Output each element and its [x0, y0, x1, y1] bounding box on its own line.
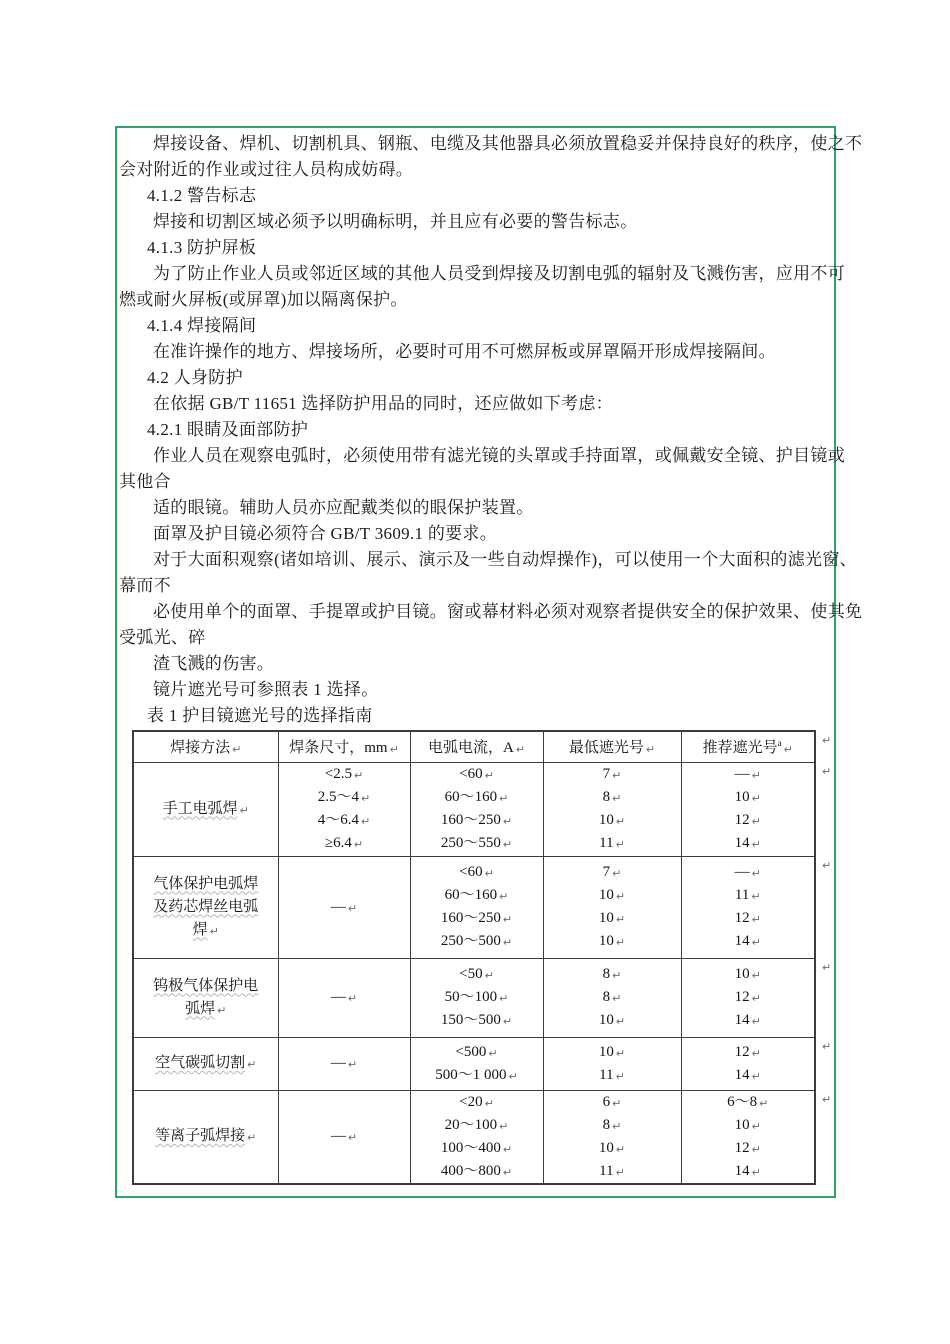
cell-text: 等离子弧焊接: [155, 1128, 246, 1144]
return-mark-icon: ↵: [499, 1119, 509, 1133]
cell-text: 7: [602, 864, 611, 880]
table-cell[interactable]: [681, 856, 815, 958]
cell-text: 50～100: [444, 989, 498, 1005]
column-header[interactable]: [133, 731, 278, 762]
cell-text: <2.5: [324, 766, 352, 782]
table-cell[interactable]: [133, 1037, 278, 1090]
header-text: 推荐遮光号: [702, 740, 778, 757]
cell-text: 14: [734, 835, 750, 851]
table-cell[interactable]: [543, 958, 681, 1037]
return-mark-icon: ↵: [612, 792, 622, 805]
header-text: 焊接方法: [170, 740, 231, 757]
return-mark-icon: ↵: [751, 1165, 761, 1179]
table-cell[interactable]: [133, 958, 278, 1037]
cell-text: 焊: [192, 921, 208, 938]
text-line[interactable]: 面罩及护目镜必须符合 GB/T 3609.1 的要求。: [153, 524, 498, 543]
cell-text: 12: [734, 1139, 750, 1156]
table-cell[interactable]: [133, 1090, 278, 1184]
cell-text: 气体保护电弧焊: [153, 875, 259, 892]
text-line[interactable]: 4.2 人身防护: [147, 368, 243, 387]
return-mark-icon: ↵: [615, 890, 626, 903]
return-mark-icon: ↵: [751, 890, 761, 903]
cell-text: 250～500: [440, 933, 501, 949]
cell-text: 160～250: [440, 812, 501, 828]
cell-text: 6～8: [727, 1093, 758, 1110]
return-mark-icon: ↵: [751, 815, 761, 828]
cell-text: 空气碳弧切割: [155, 1055, 246, 1071]
text-line[interactable]: 必使用单个的面罩、手提罩或护目镜。窗或幕材料必须对观察者提供安全的保护效果、使其免: [153, 602, 863, 621]
text-line[interactable]: 在准许操作的地方、焊接场所，必要时可用不可燃屏板或屏罩隔开形成焊接隔间。: [153, 342, 776, 361]
table-cell[interactable]: [278, 762, 410, 856]
table-cell[interactable]: [681, 1090, 815, 1184]
text-line[interactable]: 4.1.3 防护屏板: [147, 238, 257, 257]
cell-text: 11: [599, 835, 614, 851]
return-mark-icon: ↵: [484, 769, 494, 782]
text-line[interactable]: 作业人员在观察电弧时，必须使用带有滤光镜的头罩或手持面罩，或佩戴安全镜、护目镜或: [153, 446, 845, 465]
cell-text: 10: [598, 887, 614, 903]
return-mark-icon: ↵: [515, 743, 526, 757]
cell-text: 11: [734, 887, 750, 903]
text-line[interactable]: 表 1 护目镜遮光号的选择指南: [147, 706, 373, 725]
text-line[interactable]: 4.2.1 眼睛及面部防护: [147, 420, 309, 439]
return-mark-icon: ↵: [612, 969, 622, 982]
return-mark-icon: ↵: [751, 1015, 761, 1028]
return-mark-icon: ↵: [759, 1096, 769, 1110]
cell-text: 手工电弧焊: [162, 800, 238, 817]
text-line[interactable]: 镜片遮光号可参照表 1 选择。: [153, 680, 379, 699]
return-mark-icon: ↵: [502, 1142, 513, 1156]
cell-text: 4～6.4: [317, 812, 360, 828]
table-cell[interactable]: [278, 856, 410, 958]
cell-text: <60: [459, 864, 483, 880]
return-mark-icon: ↵: [239, 803, 249, 817]
return-mark-icon: ↵: [751, 992, 761, 1005]
text-line[interactable]: 其他合: [119, 472, 171, 491]
header-text: 最低遮光号: [568, 740, 644, 757]
text-line[interactable]: 适的眼镜。辅助人员亦应配戴类似的眼保护装置。: [153, 498, 534, 517]
return-mark-icon: ↵: [209, 924, 219, 938]
column-header[interactable]: [543, 731, 681, 762]
cell-text: 8: [602, 789, 611, 805]
cell-text: 12: [734, 910, 750, 926]
return-mark-icon: ↵: [612, 1096, 622, 1110]
return-mark-icon: ↵: [822, 859, 832, 872]
cell-text: 11: [599, 1162, 614, 1179]
table-row: [133, 1037, 815, 1090]
return-mark-icon: ↵: [751, 792, 761, 805]
table-cell[interactable]: [410, 762, 543, 856]
cell-text: 400～800: [440, 1162, 501, 1179]
return-mark-icon: ↵: [499, 792, 509, 805]
cell-text: 100～400: [440, 1139, 501, 1156]
return-mark-icon: ↵: [822, 734, 832, 747]
text-line[interactable]: 焊接和切割区域必须予以明确标明，并且应有必要的警告标志。: [153, 212, 638, 231]
return-mark-icon: ↵: [484, 867, 494, 880]
return-mark-icon: ↵: [502, 913, 513, 926]
cell-text: 弧焊: [185, 1000, 216, 1017]
text-line[interactable]: 4.1.2 警告标志: [147, 186, 257, 205]
cell-text: 8: [602, 966, 611, 982]
return-mark-icon: ↵: [751, 913, 761, 926]
cell-text: 14: [734, 1012, 750, 1028]
header-text: 电弧电流，A: [427, 740, 514, 757]
return-mark-icon: ↵: [612, 992, 622, 1005]
cell-text: 160～250: [440, 910, 501, 926]
table-cell[interactable]: [278, 1037, 410, 1090]
return-mark-icon: ↵: [499, 890, 509, 903]
table-row: [133, 856, 815, 958]
return-mark-icon: ↵: [822, 961, 832, 974]
return-mark-icon: ↵: [232, 743, 242, 757]
cell-text: 2.5～4: [317, 789, 360, 805]
cell-text: 60～160: [444, 789, 498, 805]
cell-text: 钨极气体保护电: [153, 977, 259, 994]
return-mark-icon: ↵: [615, 1069, 625, 1083]
return-mark-icon: ↵: [361, 792, 371, 805]
text-line[interactable]: 渣飞溅的伤害。: [153, 654, 275, 673]
cell-text: 10: [598, 1139, 614, 1156]
table-row: [133, 958, 815, 1037]
return-mark-icon: ↵: [353, 838, 364, 851]
return-mark-icon: ↵: [751, 867, 761, 880]
return-mark-icon: ↵: [354, 769, 364, 782]
table-cell[interactable]: [133, 856, 278, 958]
return-mark-icon: ↵: [499, 992, 509, 1005]
cell-text: —: [330, 1128, 346, 1144]
cell-text: 14: [734, 1162, 750, 1179]
text-line[interactable]: 对于大面积观察(诸如培训、展示、演示及一些自动焊操作)，可以使用一个大面积的滤光窗、: [153, 550, 857, 569]
cell-text: 6: [602, 1093, 611, 1110]
cell-text: 8: [602, 1116, 611, 1133]
cell-text: <20: [459, 1093, 483, 1110]
table-cell[interactable]: [681, 1037, 815, 1090]
return-mark-icon: ↵: [751, 1142, 761, 1156]
cell-text: 12: [734, 989, 750, 1005]
return-mark-icon: ↵: [751, 769, 761, 782]
table-cell[interactable]: [543, 762, 681, 856]
cell-text: 14: [734, 933, 750, 949]
text-line[interactable]: 焊接设备、焊机、切割机具、钢瓶、电缆及其他器具必须放置稳妥并保持良好的秩序，使之不: [153, 134, 863, 153]
cell-text: —: [734, 864, 750, 880]
return-mark-icon: ↵: [484, 969, 494, 982]
return-mark-icon: ↵: [615, 913, 626, 926]
cell-text: 10: [734, 966, 750, 982]
return-mark-icon: ↵: [389, 743, 399, 757]
table-cell[interactable]: [681, 762, 815, 856]
row-end-marks: [820, 730, 840, 1185]
cell-text: 60～160: [444, 887, 498, 903]
table-cell[interactable]: [410, 958, 543, 1037]
return-mark-icon: ↵: [347, 901, 358, 915]
column-header[interactable]: [681, 731, 815, 762]
cell-text: 10: [598, 1043, 614, 1060]
footnote-marker: a: [777, 738, 782, 749]
text-line[interactable]: 为了防止作业人员或邻近区域的其他人员受到焊接及切割电弧的辐射及飞溅伤害，应用不可: [153, 264, 845, 283]
return-mark-icon: ↵: [751, 936, 761, 949]
table-cell[interactable]: [278, 958, 410, 1037]
return-mark-icon: ↵: [751, 1069, 761, 1083]
cell-text: —: [330, 898, 346, 915]
return-mark-icon: ↵: [615, 838, 625, 851]
return-mark-icon: ↵: [247, 1058, 257, 1071]
cell-text: 20～100: [444, 1116, 498, 1133]
table-cell[interactable]: [543, 1037, 681, 1090]
cell-text: 10: [598, 933, 614, 949]
return-mark-icon: ↵: [615, 1165, 625, 1179]
cell-text: ≥6.4: [324, 835, 352, 851]
return-mark-icon: ↵: [612, 769, 622, 782]
cell-text: 10: [598, 1012, 614, 1028]
table-row: [133, 762, 815, 856]
return-mark-icon: ↵: [502, 1015, 513, 1028]
text-line[interactable]: 4.1.4 焊接隔间: [147, 316, 257, 335]
cell-text: <60: [459, 766, 483, 782]
text-line[interactable]: 受弧光、碎: [119, 628, 206, 647]
column-header[interactable]: [410, 731, 543, 762]
cell-text: 7: [602, 766, 611, 782]
column-header[interactable]: [278, 731, 410, 762]
cell-text: <50: [459, 966, 483, 982]
header-row: [133, 731, 815, 762]
header-text: 焊条尺寸，mm: [289, 740, 388, 757]
return-mark-icon: ↵: [488, 1046, 498, 1060]
cell-text: 10: [734, 789, 750, 805]
return-mark-icon: ↵: [502, 1165, 513, 1179]
table-cell[interactable]: [681, 958, 815, 1037]
table-cell[interactable]: [278, 1090, 410, 1184]
return-mark-icon: ↵: [615, 936, 626, 949]
table-cell[interactable]: [543, 1090, 681, 1184]
return-mark-icon: ↵: [615, 1046, 626, 1060]
cell-text: —: [330, 1055, 346, 1071]
return-mark-icon: ↵: [502, 838, 513, 851]
table-cell[interactable]: [133, 762, 278, 856]
return-mark-icon: ↵: [612, 867, 622, 880]
cell-text: —: [330, 989, 346, 1005]
return-mark-icon: ↵: [247, 1131, 257, 1144]
return-mark-icon: ↵: [502, 815, 513, 828]
return-mark-icon: ↵: [347, 1058, 358, 1071]
body-text: [117, 128, 863, 729]
shade-table-zone: [132, 730, 832, 1185]
return-mark-icon: ↵: [615, 1142, 626, 1156]
return-mark-icon: ↵: [502, 936, 513, 949]
cell-text: 250～550: [440, 835, 501, 851]
cell-text: 10: [598, 910, 614, 926]
cell-text: 10: [598, 812, 614, 828]
return-mark-icon: ↵: [508, 1069, 518, 1083]
return-mark-icon: ↵: [751, 1119, 761, 1133]
cell-text: 14: [734, 1066, 750, 1083]
return-mark-icon: ↵: [347, 1131, 358, 1144]
cell-text: <500: [455, 1043, 487, 1060]
return-mark-icon: ↵: [751, 838, 761, 851]
table-cell[interactable]: [543, 856, 681, 958]
text-line[interactable]: 会对附近的作业或过往人员构成妨碍。: [119, 160, 414, 179]
shade-selection-table: [132, 730, 816, 1185]
text-line[interactable]: 在依据 GB/T 11651 选择防护用品的同时，还应做如下考虑：: [153, 394, 613, 413]
cell-text: 150～500: [440, 1012, 501, 1028]
table-cell[interactable]: [410, 1090, 543, 1184]
cell-text: 8: [602, 989, 611, 1005]
table-row: [133, 1090, 815, 1184]
return-mark-icon: ↵: [645, 743, 656, 757]
return-mark-icon: ↵: [615, 815, 626, 828]
return-mark-icon: ↵: [751, 969, 761, 982]
cell-text: —: [734, 766, 750, 782]
cell-text: 12: [734, 1043, 750, 1060]
return-mark-icon: ↵: [615, 1015, 626, 1028]
return-mark-icon: ↵: [751, 1046, 761, 1060]
cell-text: 10: [734, 1116, 750, 1133]
cell-text: 12: [734, 812, 750, 828]
return-mark-icon: ↵: [217, 1003, 227, 1017]
table-cell[interactable]: [410, 856, 543, 958]
return-mark-icon: ↵: [822, 765, 832, 778]
return-mark-icon: ↵: [783, 743, 793, 757]
cell-text: 及药芯焊丝电弧: [153, 898, 259, 915]
return-mark-icon: ↵: [484, 1096, 494, 1110]
return-mark-icon: ↵: [822, 1093, 832, 1106]
cell-text: 11: [599, 1066, 614, 1083]
document-page: [115, 126, 863, 1198]
return-mark-icon: ↵: [612, 1119, 622, 1133]
table-cell[interactable]: [410, 1037, 543, 1090]
return-mark-icon: ↵: [822, 1040, 832, 1053]
text-line[interactable]: 燃或耐火屏板(或屏罩)加以隔离保护。: [119, 290, 408, 309]
cell-text: 500～1 000: [435, 1066, 507, 1083]
return-mark-icon: ↵: [347, 992, 358, 1005]
text-line[interactable]: 幕而不: [119, 576, 171, 595]
return-mark-icon: ↵: [361, 815, 371, 828]
